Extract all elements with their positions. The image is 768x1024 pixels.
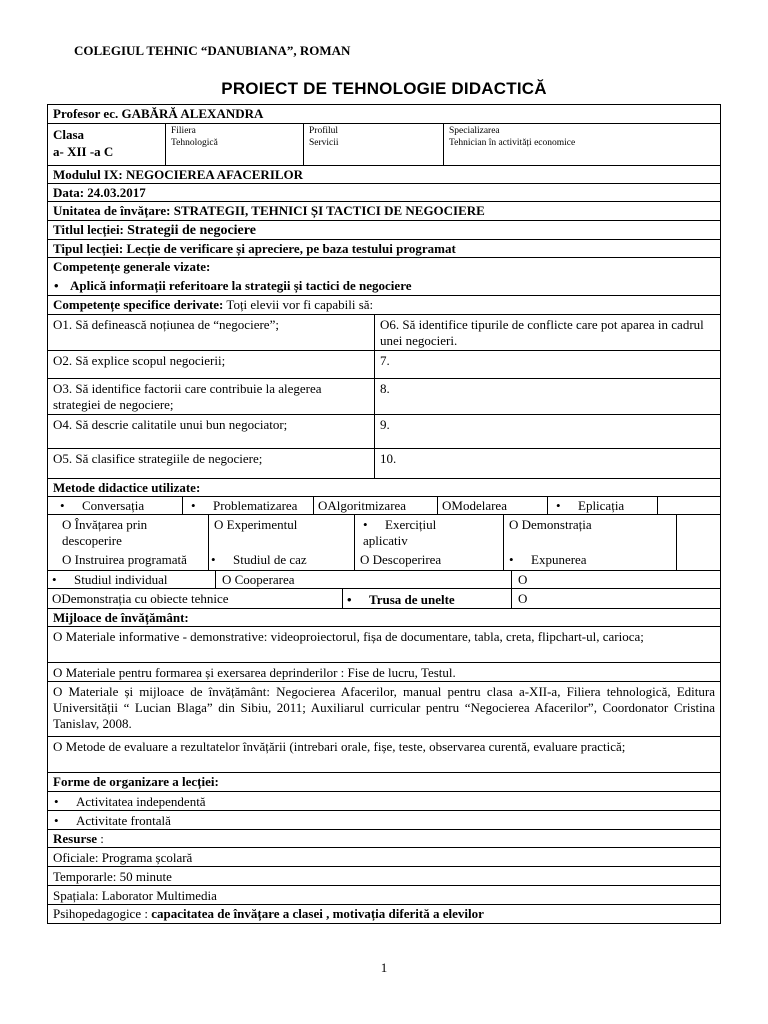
resurse-psiho: [53, 906, 484, 922]
objective-7: 7.: [380, 353, 390, 368]
materials-evaluare: O Metode de evaluare a rezultatelor învățării (intrebari orale, fișe, teste, observarea curentă, evaluare practică;: [53, 739, 626, 754]
materials-row-3: [48, 682, 720, 737]
specific-competences: [53, 297, 373, 313]
resurse-oficiale: Oficiale: Programa școlară: [53, 850, 193, 865]
methods-row-1: [48, 497, 720, 515]
method-empty-1: O: [518, 572, 528, 587]
objective-8: 8.: [380, 381, 390, 396]
method-demonstratia: O Demonstrația: [509, 517, 592, 532]
psiho-value: capacitatea de învățare a clasei , motivația diferită a elevilor: [151, 906, 484, 921]
unit-row: [48, 202, 720, 221]
module: Modulul IX: NEGOCIEREA AFACERILOR: [53, 167, 304, 182]
materials-manual: O Materiale și mijloace de învățământ: Negocierea Afacerilor, manual pentru clasa a-XII-a, Filiera tehnologică, Editura Universității “ Lucian Blaga” din Sibiu, 2011; Auxiliarul curricular pentru “Negocierea Afacerilor”, Coordonator Cristina Tanislav, 2008.: [53, 684, 715, 731]
document-title: PROIECT DE TEHNOLOGIE DIDACTICĂ: [221, 79, 547, 98]
class-cell: [48, 124, 165, 165]
unit-label: Unitatea de învățare:: [53, 203, 171, 218]
specific-competences-row: [48, 296, 720, 315]
resurse-spatiale-row: [48, 886, 720, 905]
materials-label-row: [48, 609, 720, 627]
objective-o4: O4. Să descrie calitatile unui bun negociator;: [53, 417, 288, 432]
objective-o5: O5. Să clasifice strategiile de negociere;: [53, 451, 263, 466]
resurse-label: Resurse: [53, 831, 98, 846]
method-eplicatia: • Eplicația: [556, 498, 624, 514]
organization-label: Forme de organizare a lecției:: [53, 774, 219, 789]
resurse-temporale: Temporarle: 50 minute: [53, 869, 172, 884]
materials-deprinderi: O Materiale pentru formarea și exersarea deprinderilor : Fise de lucru, Testul.: [53, 665, 456, 680]
general-competences-row: [48, 258, 720, 296]
general-competence-item: • Aplică informații referitoare la strategii și tactici de negociere: [52, 278, 412, 294]
objective-row-4: [48, 415, 720, 449]
method-experimentul: O Experimentul: [214, 517, 298, 532]
specific-intro: Toți elevii vor fi capabili să:: [226, 297, 374, 312]
resurse-psiho-row: [48, 905, 720, 923]
materials-row-4: [48, 737, 720, 773]
method-instruirea-programata: O Instruirea programată: [62, 552, 187, 567]
resurse-temporale-row: [48, 867, 720, 886]
materials-label: Mijloace de învățământ:: [53, 610, 189, 625]
method-demonstratia-obiecte: ODemonstrația cu obiecte tehnice: [52, 591, 229, 606]
method-empty-2: O: [518, 591, 528, 606]
unit: [53, 203, 485, 219]
class-row: [48, 124, 720, 166]
lesson-plan-table: [47, 104, 721, 924]
resurse-spatiale: Spațiala: Laborator Multimedia: [53, 888, 217, 903]
resurse-oficiale-row: [48, 848, 720, 867]
resurse-heading: [53, 831, 104, 847]
organization-independenta: • Activitatea independentă: [54, 794, 206, 810]
class-value: a- XII -a C: [53, 144, 114, 159]
method-studiul-individual: • Studiul individual: [52, 572, 168, 588]
objective-10: 10.: [380, 451, 397, 466]
method-studiul-de-caz: • Studiul de caz: [211, 552, 307, 568]
resurse-colon: :: [97, 831, 104, 846]
organization-row-2: [48, 811, 720, 830]
materials-row-1: [48, 627, 720, 663]
resurse-label-row: [48, 830, 720, 848]
class-label: Clasa: [53, 127, 85, 142]
objective-o3: O3. Să identifice factorii care contribuie la alegerea strategiei de negociere;: [53, 381, 322, 412]
method-descoperirea: O Descoperirea: [360, 552, 442, 567]
objective-o6: O6. Să identifice tipurile de conflicte care pot aparea in cadrul unei negocieri.: [380, 317, 704, 348]
methods-row-4: [48, 589, 720, 609]
lesson-type-row: [48, 240, 720, 258]
specializare-cell: [443, 124, 720, 165]
method-exercitiul-aplicativ: • Exercițiul aplicativ: [363, 517, 483, 549]
specific-label: Competențe specifice derivate:: [53, 297, 224, 312]
methods-label: Metode didactice utilizate:: [53, 480, 201, 495]
unit-value: STRATEGII, TEHNICI ȘI TACTICI DE NEGOCIERE: [173, 203, 485, 218]
psiho-label: Psihopedagogice :: [53, 906, 148, 921]
profil-value: Servicii: [309, 138, 339, 148]
teacher: Profesor ec. GABĂRĂ ALEXANDRA: [53, 106, 264, 121]
method-invatarea-prin-descoperire: O Învățarea prin descoperire: [62, 517, 148, 548]
module-row: [48, 166, 720, 184]
method-modelarea: OModelarea: [442, 498, 507, 513]
lesson-title-value: Strategii de negociere: [127, 223, 256, 238]
teacher-row: [48, 105, 720, 124]
materials-row-2: [48, 663, 720, 682]
spec-label: Specializarea: [449, 126, 500, 136]
filiera-value: Tehnologică: [171, 138, 218, 148]
objective-o1: O1. Să definească noțiunea de “negociere”;: [53, 317, 279, 332]
lesson-title-row: [48, 221, 720, 240]
organization-row-1: [48, 792, 720, 811]
lesson-type: [53, 241, 456, 257]
method-problematizarea: • Problematizarea: [191, 498, 297, 514]
profil-label: Profilul: [309, 126, 339, 136]
objective-row-3: [48, 379, 720, 415]
page-number: 1: [380, 960, 388, 975]
objective-row-1: [48, 315, 720, 351]
objective-9: 9.: [380, 417, 390, 432]
method-cooperarea: O Cooperarea: [222, 572, 295, 587]
methods-row-3: [48, 571, 720, 589]
lesson-title-label: Titlul lecției:: [53, 222, 124, 237]
objective-row-2: [48, 351, 720, 379]
method-conversatia: • Conversația: [60, 498, 144, 514]
profil-cell: [303, 124, 443, 165]
methods-label-row: [48, 479, 720, 497]
organization-frontala: • Activitate frontală: [54, 813, 171, 829]
materials-informative: O Materiale informative - demonstrative: videoproiectorul, fișa de documentare, tabla, creta, flipchart-ul, carioca;: [53, 629, 644, 644]
general-competences-label: Competențe generale vizate:: [53, 259, 211, 274]
filiera-cell: [165, 124, 303, 165]
objective-row-5: [48, 449, 720, 479]
objective-o2: O2. Să explice scopul negocierii;: [53, 353, 226, 368]
date: Data: 24.03.2017: [53, 185, 146, 200]
method-trusa-de-unelte: • Trusa de unelte: [347, 592, 455, 608]
lesson-title: [53, 222, 256, 239]
method-expunerea: • Expunerea: [509, 552, 587, 568]
school-name: COLEGIUL TEHNIC “DANUBIANA”, ROMAN: [74, 43, 351, 58]
organization-label-row: [48, 773, 720, 792]
date-row: [48, 184, 720, 202]
lesson-type-value: Lecție de verificare și apreciere, pe baza testului programat: [126, 241, 456, 256]
lesson-type-label: Tipul lecției:: [53, 241, 124, 256]
filiera-label: Filiera: [171, 126, 196, 136]
spec-value: Tehnician în activități economice: [449, 138, 576, 148]
methods-row-2: [48, 515, 720, 571]
method-algoritmizarea: OAlgoritmizarea: [318, 498, 407, 513]
